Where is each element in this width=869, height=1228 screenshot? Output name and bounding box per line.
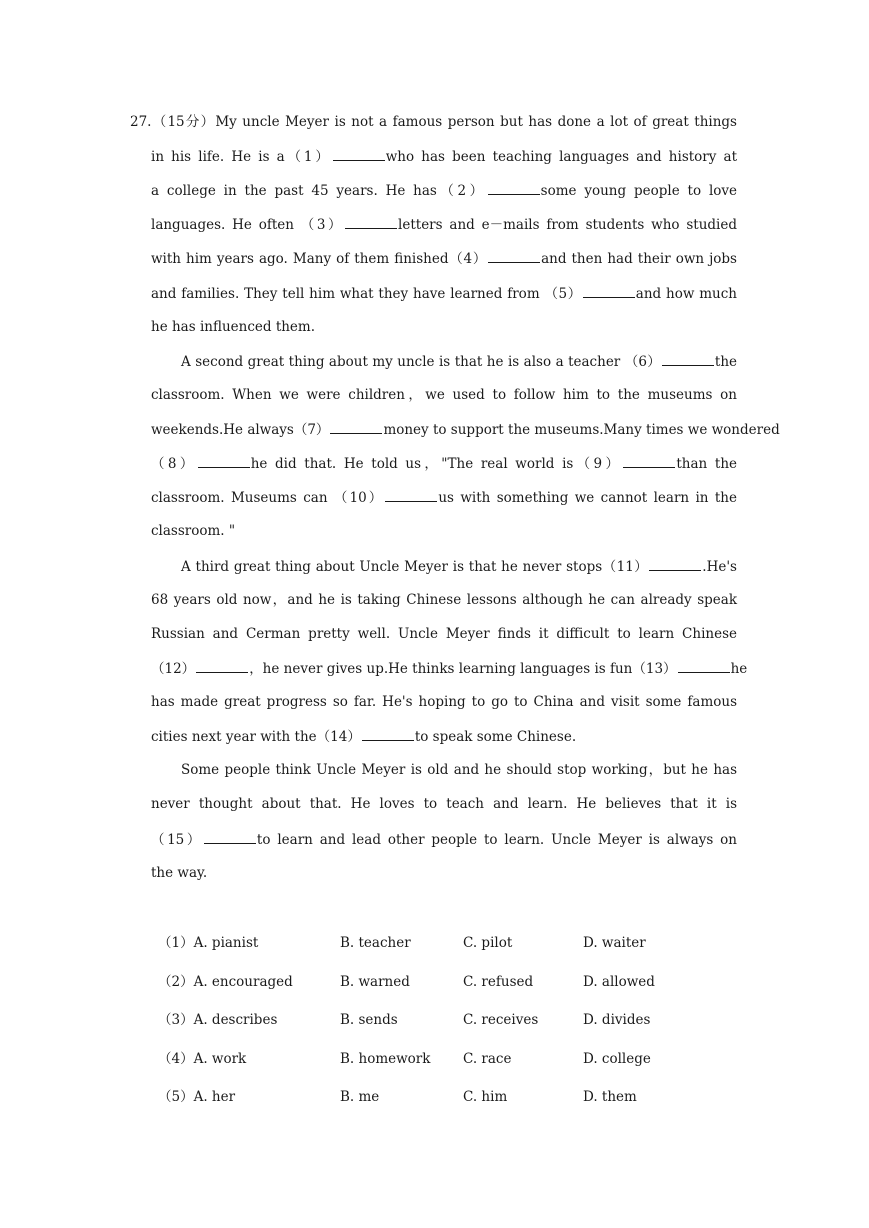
- answer-blank[interactable]: [330, 420, 382, 434]
- passage-text: than the: [676, 456, 738, 472]
- passage-line: [151, 249, 737, 267]
- option-choice[interactable]: B. teacher: [340, 935, 411, 951]
- option-choice[interactable]: D. college: [583, 1051, 651, 1067]
- option-choice[interactable]: （2）A. encouraged: [158, 974, 293, 990]
- answer-blank[interactable]: [623, 454, 675, 468]
- passage-line: [181, 557, 737, 575]
- option-choice[interactable]: D. divides: [583, 1012, 651, 1028]
- option-choice[interactable]: D. allowed: [583, 974, 655, 990]
- passage-line: [151, 795, 737, 813]
- answer-blank[interactable]: [678, 659, 730, 673]
- passage-line: [181, 352, 737, 370]
- passage-line: [151, 454, 737, 472]
- answer-blank[interactable]: [662, 352, 714, 366]
- answer-blank[interactable]: [649, 557, 701, 571]
- passage-text: a college in the past 45 years. He has（2）: [151, 183, 487, 199]
- passage-text: classroom. When we were children，we used to follow him to the museums on: [151, 387, 737, 403]
- passage-text: us with something we cannot learn in the: [438, 490, 737, 506]
- passage-line: [130, 113, 737, 131]
- answer-blank[interactable]: [196, 659, 248, 673]
- passage-text: A third great thing about Uncle Meyer is that he never stops（11）: [181, 559, 649, 575]
- answer-blank[interactable]: [362, 727, 414, 741]
- passage-line: [151, 181, 737, 199]
- option-choice[interactable]: C. receives: [463, 1012, 539, 1028]
- passage-text: in his life. He is a（1）: [151, 149, 332, 165]
- passage-text: he did that. He told us，"The real world is（9）: [250, 456, 623, 472]
- passage-line: [151, 215, 737, 233]
- option-choice[interactable]: D. them: [583, 1089, 637, 1105]
- passage-line: [151, 625, 737, 643]
- option-choice[interactable]: B. sends: [340, 1012, 398, 1028]
- passage-text: 68 years old now，and he is taking Chinese lessons although he can already speak: [151, 592, 737, 608]
- option-choice[interactable]: B. me: [340, 1089, 380, 1105]
- passage-line: [181, 761, 737, 779]
- option-choice[interactable]: D. waiter: [583, 935, 646, 951]
- passage-text: ，he never gives up.He thinks learning languages is fun（13）: [249, 661, 677, 677]
- option-choice[interactable]: （1）A. pianist: [158, 935, 259, 951]
- option-choice[interactable]: （3）A. describes: [158, 1012, 278, 1028]
- option-choice[interactable]: B. homework: [340, 1051, 431, 1067]
- passage-line: [151, 591, 737, 609]
- option-choice[interactable]: （4）A. work: [158, 1051, 247, 1067]
- passage-text: the: [714, 354, 737, 370]
- passage-text: with him years ago. Many of them finished（4）: [151, 251, 488, 267]
- passage-text: A second great thing about my uncle is that he is also a teacher （6）: [181, 354, 661, 370]
- passage-text: money to support the museums.Many times we wondered: [383, 422, 780, 438]
- answer-blank[interactable]: [198, 454, 250, 468]
- passage-text: （12）: [151, 661, 196, 677]
- passage-line: [151, 659, 748, 677]
- passage-text: weekends.He always（7）: [151, 422, 330, 438]
- option-choice[interactable]: C. refused: [463, 974, 534, 990]
- passage-text: languages. He often （3）: [151, 217, 345, 233]
- answer-blank[interactable]: [583, 284, 635, 298]
- passage-line: [151, 386, 737, 404]
- passage-text: he has influenced them.: [151, 319, 316, 335]
- answer-blank[interactable]: [488, 181, 540, 195]
- passage-text: Some people think Uncle Meyer is old and he should stop working，but he has: [181, 762, 737, 778]
- passage-line: [151, 864, 737, 882]
- answer-blank[interactable]: [204, 830, 256, 844]
- passage-text: （8）: [151, 456, 197, 472]
- answer-blank[interactable]: [488, 249, 540, 263]
- answer-blank[interactable]: [345, 215, 397, 229]
- passage-text: classroom. Museums can （10）: [151, 490, 385, 506]
- passage-text: Russian and Cerman pretty well. Uncle Meyer finds it difficult to learn Chinese: [151, 626, 737, 642]
- passage-text: the way.: [151, 865, 208, 881]
- option-choice[interactable]: C. pilot: [463, 935, 513, 951]
- answer-blank[interactable]: [385, 488, 437, 502]
- option-choice[interactable]: C. him: [463, 1089, 508, 1105]
- passage-text: never thought about that. He loves to teach and learn. He believes that it is: [151, 796, 737, 812]
- passage-text: some young people to love: [540, 183, 738, 199]
- option-choice[interactable]: C. race: [463, 1051, 512, 1067]
- option-choice[interactable]: （5）A. her: [158, 1089, 236, 1105]
- passage-text: and then had their own jobs: [541, 251, 737, 267]
- passage-text: letters and e－mails from students who studied: [398, 217, 737, 233]
- passage-line: [151, 420, 780, 438]
- passage-line: [151, 284, 737, 302]
- passage-text: cities next year with the（14）: [151, 729, 361, 745]
- passage-line: [151, 488, 737, 506]
- passage-line: [151, 318, 737, 336]
- passage-line: [151, 830, 737, 848]
- passage-text: he: [730, 661, 748, 677]
- passage-line: [151, 693, 737, 711]
- option-choice[interactable]: B. warned: [340, 974, 410, 990]
- passage-text: 27.（15分）My uncle Meyer is not a famous person but has done a lot of great things: [130, 114, 737, 130]
- passage-text: has made great progress so far. He's hoping to go to China and visit some famous: [151, 694, 737, 710]
- answer-blank[interactable]: [333, 147, 385, 161]
- passage-text: classroom. ": [151, 523, 236, 539]
- passage-text: to learn and lead other people to learn. Uncle Meyer is always on: [256, 832, 737, 848]
- passage-line: [151, 147, 737, 165]
- passage-line: [151, 727, 737, 745]
- passage-text: and families. They tell him what they have learned from （5）: [151, 286, 582, 302]
- passage-text: （15）: [151, 832, 203, 848]
- passage-line: [151, 522, 737, 540]
- passage-text: to speak some Chinese.: [414, 729, 577, 745]
- passage-text: and how much: [635, 286, 737, 302]
- passage-text: .He's: [702, 559, 737, 575]
- passage-text: who has been teaching languages and history at: [385, 149, 738, 165]
